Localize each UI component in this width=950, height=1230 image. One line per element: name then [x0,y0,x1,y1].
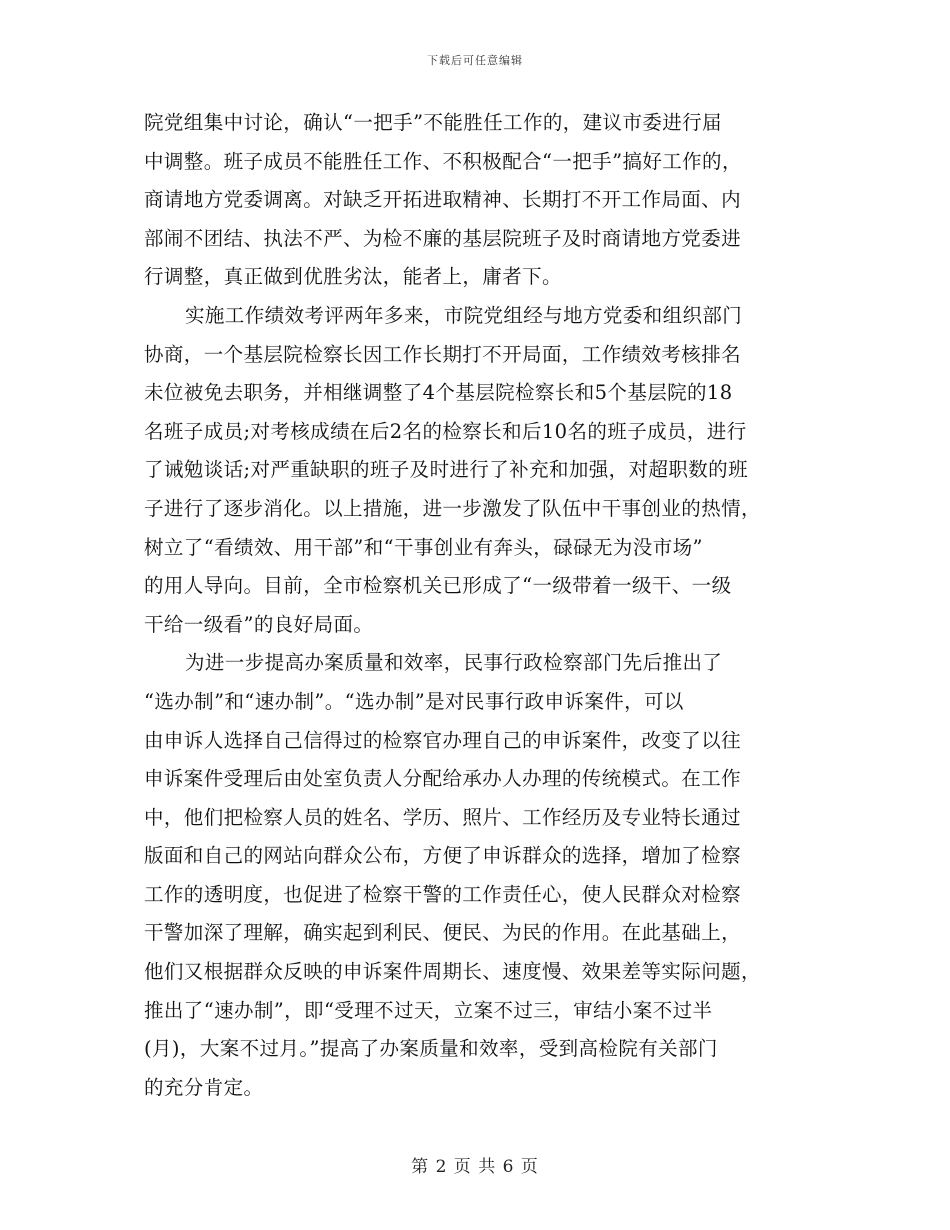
paragraph-3-line: 干警加深了理解，确实起到利民、便民、为民的作用。在此基础上， [144,921,742,945]
paragraph-3-line: 的充分肯定。 [144,1075,264,1099]
paragraph-3-line: 中，他们把检察人员的姓名、学历、照片、工作经历及专业特长通过 [144,805,742,829]
paragraph-2-line: 树立了“看绩效、用干部”和“干事创业有奔头，碌碌无为没市场” [144,535,703,559]
paragraph-1-line: 中调整。班子成员不能胜任工作、不积极配合“一把手”搞好工作的， [144,149,742,173]
page-header: 下载后可任意编辑 [427,54,523,67]
paragraph-1-line: 行调整，真正做到优胜劣汰，能者上，庸者下。 [144,265,562,289]
paragraph-2-line: 协商，一个基层院检察长因工作长期打不开局面，工作绩效考核排名 [144,342,742,366]
paragraph-2-line: 实施工作绩效考评两年多来，市院党组经与地方党委和组织部门 [185,303,743,327]
paragraph-3-line: 工作的透明度，也促进了检察干警的工作责任心，使人民群众对检察 [144,882,742,906]
paragraph-3-line: 为进一步提高办案质量和效率，民事行政检察部门先后推出了 [185,651,723,675]
paragraph-3-line: 版面和自己的网站向群众公布，方便了申诉群众的选择，增加了检察 [144,844,742,868]
paragraph-1-line: 部闹不团结、执法不严、为检不廉的基层院班子及时商请地方党委进 [144,226,742,250]
paragraph-2-line: 名班子成员;对考核成绩在后2名的检察长和后10名的班子成员，进行 [144,419,747,443]
page-number-footer: 第 2 页 共 6 页 [411,1157,539,1177]
paragraph-1-line: 商请地方党委调离。对缺乏开拓进取精神、长期打不开工作局面、内 [144,188,742,212]
paragraph-2-line: 未位被免去职务，并相继调整了4个基层院检察长和5个基层院的18 [144,381,733,405]
document-body [144,104,816,1107]
paragraph-3-line: 由申诉人选择自己信得过的检察官办理自己的申诉案件，改变了以往 [144,728,742,752]
paragraph-3-line: 他们又根据群众反映的申诉案件周期长、速度慢、效果差等实际问题， [144,960,761,984]
paragraph-1-line: 院党组集中讨论，确认“一把手”不能胜任工作的，建议市委进行届 [144,111,722,134]
paragraph-2-line: 的用人导向。目前，全市检察机关已形成了“一级带着一级干、一级 [144,574,732,598]
paragraph-2-line: 子进行了逐步消化。以上措施，进一步激发了队伍中干事创业的热情， [144,496,761,520]
paragraph-2-line: 干给一级看”的良好局面。 [144,612,374,636]
paragraph-3-line: (月)，大案不过月。”提高了办案质量和效率，受到高检院有关部门 [144,1037,718,1061]
paragraph-3-line: “选办制”和“速办制”。“选办制”是对民事行政申诉案件，可以 [144,689,684,713]
paragraph-3-line: 申诉案件受理后由处室负责人分配给承办人办理的传统模式。在工作 [144,767,742,791]
paragraph-2-line: 了诫勉谈话;对严重缺职的班子及时进行了补充和加强，对超职数的班 [144,458,748,482]
paragraph-3-line: 推出了“速办制”，即“受理不过天，立案不过三，审结小案不过半 [144,998,713,1022]
